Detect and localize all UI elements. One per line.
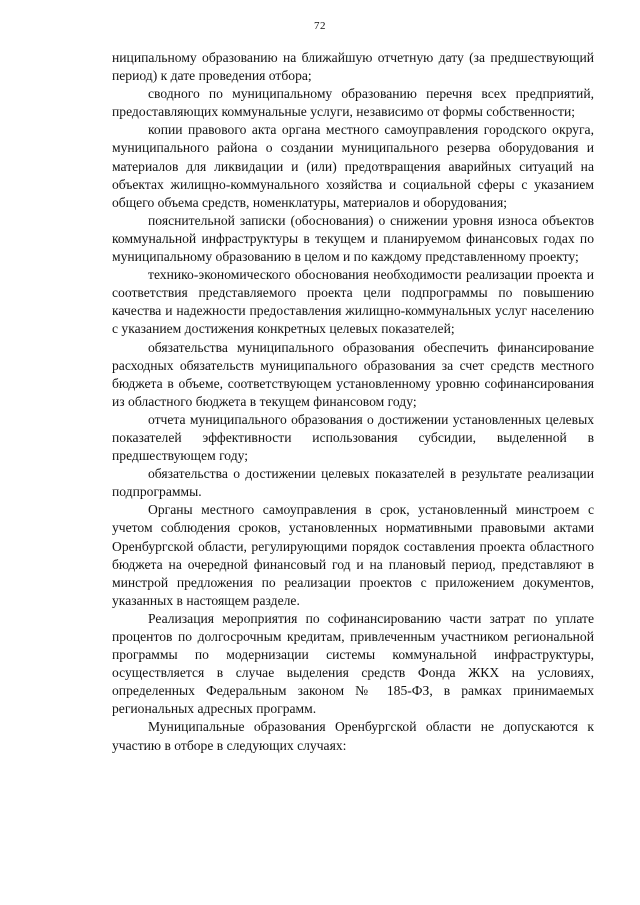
paragraph: копии правового акта органа местного самоуправления городского округа, муниципального района о создании муниципального резерва оборудования и материалов для ликвидации и (или) предотвращения аварийных ситуаций на объектах жилищно-коммунального хозяйства и социальной сферы с указанием общего объема средств, номенклатуры, материалов и оборудования; <box>112 122 594 210</box>
paragraph: сводного по муниципальному образованию перечня всех предприятий, предоставляющих коммунальные услуги, независимо от формы собственности; <box>112 86 594 120</box>
paragraph: ниципальному образованию на ближайшую отчетную дату (за предшествующий период) к дате проведения отбора; <box>112 50 594 84</box>
paragraph: технико-экономического обоснования необходимости реализации проекта и соответствия представляемого проекта цели подпрограммы по повышению качества и надежности предоставления жилищно-коммунальных услуг населению с указанием достижения конкретных целевых показателей; <box>112 267 594 337</box>
page-number: 72 <box>314 20 326 32</box>
paragraph: Реализация мероприятия по софинансированию части затрат по уплате процентов по долгосрочным кредитам, привлеченным участником региональной программы по модернизации системы коммунальной инфраструктуры, осуществляется в случае выделения средств Фонда ЖКХ на условиях, определенных Федеральным законом № 185-ФЗ, в рамках принимаемых региональных адресных программ. <box>112 610 594 717</box>
paragraph: обязательства муниципального образования обеспечить финансирование расходных обязательств муниципального образования за счет средств местного бюджета в объеме, соответствующем установленному уровню софинансирования из областного бюджета в текущем финансовом году; <box>112 339 594 409</box>
paragraph: пояснительной записки (обоснования) о снижении уровня износа объектов коммунальной инфраструктуры в текущем и планируемом финансовых годах по муниципальному образованию в целом и по каждому представленному проекту; <box>112 212 594 265</box>
paragraph: обязательства о достижении целевых показателей в результате реализации подпрограммы. <box>112 466 594 500</box>
paragraph: Органы местного самоуправления в срок, установленный минстроем с учетом соблюдения сроков, установленных нормативными правовыми актами Оренбургской области, регулирующими порядок составления проекта областного бюджета на очередной финансовый год и на плановый период, представляют в минстрой предложения по реализации проектов с приложением документов, указанных в настоящем разделе. <box>112 502 594 608</box>
paragraph: Муниципальные образования Оренбургской области не допускаются к участию в отборе в следующих случаях: <box>112 719 594 753</box>
document-body <box>112 49 594 755</box>
paragraph: отчета муниципального образования о достижении установленных целевых показателей эффективности использования субсидии, выделенной в предшествующем году; <box>112 411 594 464</box>
